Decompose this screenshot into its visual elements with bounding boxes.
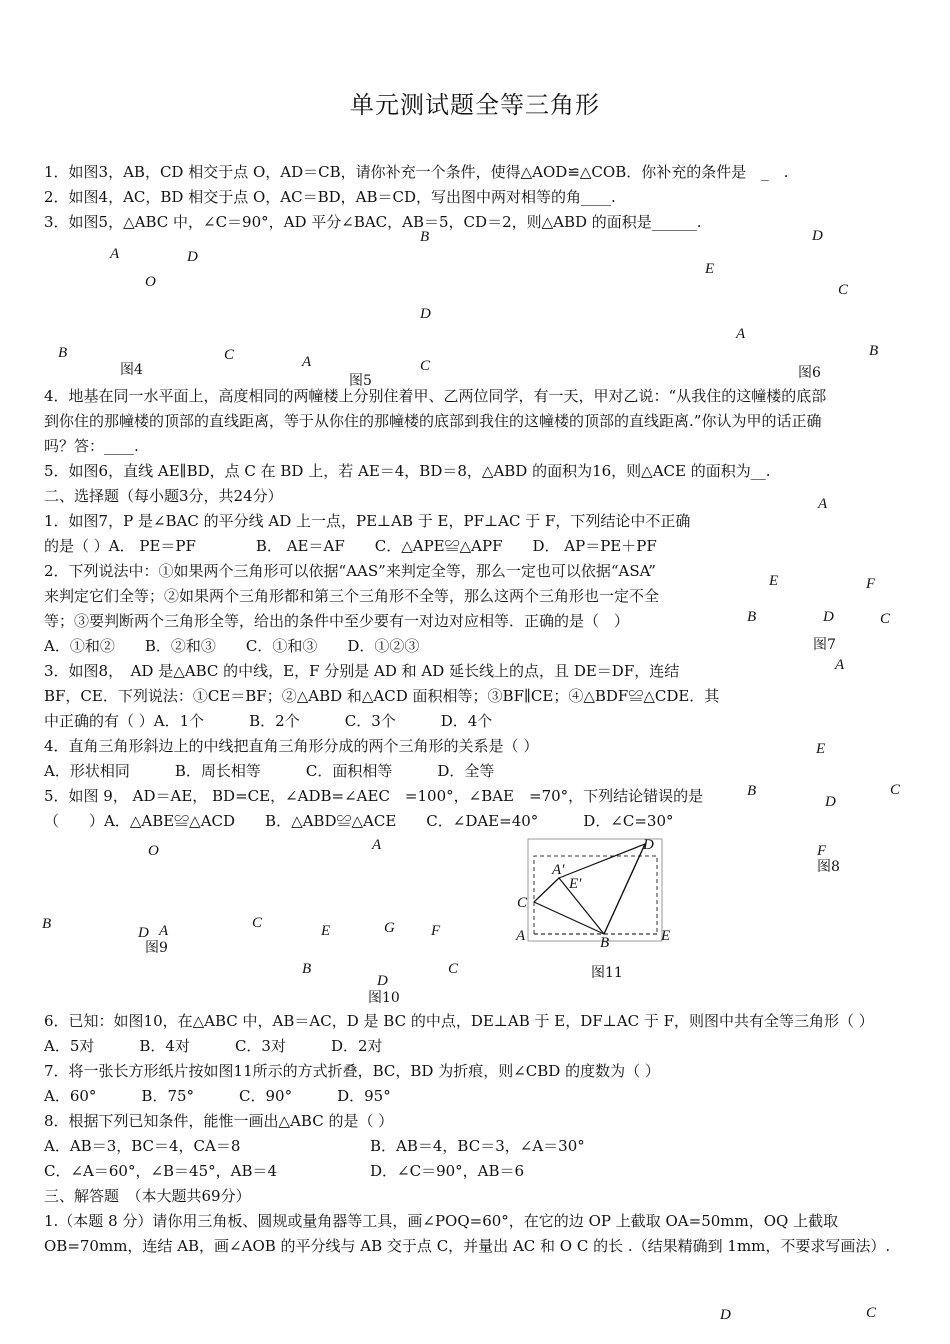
fig11-label-a-prime: A′ — [552, 862, 565, 878]
question-2-2-options: A．①和② B．②和③ C．①和③ D．①②③ — [44, 637, 420, 655]
question-2-2-line1: 2．下列说法中：①如果两个三角形可以依据“AAS”来判定全等，那么一定也可以依据“ASA” — [44, 562, 656, 580]
fig11-label-e-prime: E′ — [569, 876, 582, 892]
question-2-3-line3: 中正确的有（ ）A．1个 B．2个 C．3个 D．4个 — [44, 712, 493, 730]
question-2-2-line3: 等；③要判断两个三角形全等，给出的条件中至少要有一对边对应相等．正确的是（ ） — [44, 612, 630, 630]
question-2-8-option-d: D．∠C＝90°，AB＝6 — [370, 1162, 525, 1180]
fig9-label-a: A — [159, 923, 169, 939]
fig5-label-b: B — [420, 229, 430, 245]
question-2-4: 4．直角三角形斜边上的中线把直角三角形分成的两个三角形的关系是（ ） — [44, 737, 539, 755]
fig9-label-o: O — [148, 843, 159, 859]
fig10-label-c: C — [448, 961, 459, 977]
question-1-4-line1: 4．地基在同一水平面上，高度相同的两幢楼上分别住着甲、乙两位同学，有一天，甲对乙说：“从我住的这幢楼的底部 — [44, 387, 827, 405]
fig5-caption: 图5 — [349, 373, 372, 389]
question-1-3: 3．如图5，△ABC 中，∠C＝90°，AD 平分∠BAC，AB＝5，CD＝2，则△ABD 的面积是______. — [44, 213, 702, 231]
fig10-label-b: B — [302, 961, 312, 977]
question-2-7: 7．将一张长方形纸片按如图11所示的方式折叠，BC，BD 为折痕，则∠CBD 的度数为（ ） — [44, 1062, 660, 1080]
fig11-label-b: B — [600, 935, 610, 951]
fig6-label-d: D — [812, 228, 823, 244]
fig4-label-d: D — [187, 249, 198, 265]
section-3-heading: 三、解答题 （本大题共69分） — [44, 1187, 251, 1205]
fig11-label-a: A — [516, 928, 526, 944]
question-3-1-line2: OB=70mm，连结 AB，画∠AOB 的平分线与 AB 交于点 C，并量出 AC 和 O C 的长 .（结果精确到 1mm，不要求写画法）. — [44, 1237, 891, 1255]
fig8-caption: 图8 — [817, 859, 840, 875]
question-2-5-line1: 5．如图 9， AD＝AE， BD=CE，∠ADB=∠AEC =100°，∠BAE =70°，下列结论错误的是 — [44, 787, 704, 805]
fig9-label-d: D — [138, 925, 149, 941]
fig10-label-d: D — [377, 973, 388, 989]
fig7-label-b: B — [747, 609, 757, 625]
fig11-caption: 图11 — [591, 965, 623, 981]
question-2-1-line1: 1．如图7，P 是∠BAC 的平分线 AD 上一点，PE⊥AB 于 E，PF⊥AC 于 F，下列结论中不正确 — [44, 512, 691, 530]
question-2-8-option-c: C．∠A＝60°，∠B＝45°，AB＝4 — [44, 1162, 278, 1180]
fig4-label-a: A — [110, 246, 120, 262]
fig11-diagram — [527, 838, 663, 942]
section-2-heading: 二、选择题（每小题3分，共24分） — [44, 487, 283, 505]
question-2-2-line2: 来判定它们全等；②如果两个三角形都和第三个三角形不全等，那么这两个三角形也一定不全 — [44, 587, 660, 605]
fig6-label-a: A — [736, 326, 746, 342]
question-2-7-options: A．60° B．75° C．90° D．95° — [44, 1087, 391, 1105]
question-2-6: 6．已知：如图10，在△ABC 中，AB＝AC，D 是 BC 的中点，DE⊥AB 于 E，DF⊥AC 于 F，则图中共有全等三角形（ ） — [44, 1012, 874, 1030]
fig10-label-g: G — [384, 920, 395, 936]
fig6-label-e: E — [705, 261, 715, 277]
question-3-1-line1: 1.（本题 8 分）请你用三角板、圆规或量角器等工具，画∠POQ=60°，在它的边 OP 上截取 OA=50mm，OQ 上截取 — [44, 1212, 839, 1230]
fig10-label-e: E — [321, 923, 331, 939]
bottom-label-c: C — [866, 1305, 877, 1321]
fig8-label-a: A — [835, 657, 845, 673]
fig8-label-d: D — [825, 794, 836, 810]
fig6-caption: 图6 — [798, 365, 821, 381]
fig7-label-c: C — [880, 611, 891, 627]
page-title: 单元测试题全等三角形 — [350, 91, 600, 119]
question-2-6-options: A．5对 B．4对 C．3对 D．2对 — [44, 1037, 383, 1055]
fig7-caption: 图7 — [813, 637, 836, 653]
fig7-label-f: F — [866, 576, 876, 592]
fig5-label-d: D — [420, 306, 431, 322]
question-2-3-line2: BF，CE．下列说法：①CE＝BF；②△ABD 和△ACD 面积相等；③BF∥CE；④△BDF≌△CDE．其 — [44, 687, 720, 705]
fig4-label-o: O — [145, 274, 156, 290]
fig8-label-b: B — [747, 783, 757, 799]
fig8-label-e: E — [816, 741, 826, 757]
fig4-label-b: B — [58, 345, 68, 361]
question-1-1: 1．如图3，AB，CD 相交于点 O，AD＝CB，请你补充一个条件，使得△AOD≌△COB．你补充的条件是 _ . — [44, 163, 789, 181]
question-2-1-line2: 的是（ ）A． PE＝PF B． AE＝AF C．△APE≌△APF D． AP＝PE＋PF — [44, 537, 657, 555]
fig11-label-d: D — [643, 837, 654, 853]
question-2-4-options: A．形状相同 B．周长相等 C．面积相等 D．全等 — [44, 762, 495, 780]
fig4-label-c: C — [224, 347, 235, 363]
fig10-label-c-left: C — [252, 915, 263, 931]
fig4-caption: 图4 — [120, 362, 143, 378]
fig8-label-f: F — [817, 843, 827, 859]
question-2-5-line2: （ ）A．△ABE≌△ACD B．△ABD≌△ACE C．∠DAE=40° D．∠C=30° — [44, 812, 674, 830]
question-2-8: 8．根据下列已知条件，能惟一画出△ABC 的是（ ） — [44, 1112, 394, 1130]
question-2-8-option-b: B．AB＝4，BC＝3，∠A＝30° — [370, 1137, 585, 1155]
fig6-label-b: B — [869, 343, 879, 359]
fig9-label-b: B — [42, 916, 52, 932]
fig5-label-c: C — [420, 358, 431, 374]
fig7-label-d: D — [823, 609, 834, 625]
fig7-label-e: E — [769, 573, 779, 589]
fig11-label-c: C — [517, 895, 528, 911]
question-2-3-line1: 3．如图8， AD 是△ABC 的中线，E，F 分别是 AD 和 AD 延长线上的点，且 DE＝DF，连结 — [44, 662, 680, 680]
question-1-5: 5．如图6，直线 AE∥BD，点 C 在 BD 上，若 AE＝4，BD＝8，△ABD 的面积为16，则△ACE 的面积为__. — [44, 462, 771, 480]
fig7-label-a: A — [818, 496, 828, 512]
fig6-label-c: C — [838, 282, 849, 298]
fig8-label-c: C — [890, 782, 901, 798]
question-1-4-line2: 到你住的那幢楼的顶部的直线距离，等于从你住的那幢楼的底部到我住的这幢楼的顶部的直线距离.”你认为甲的话正确 — [44, 412, 822, 430]
fig10-caption: 图10 — [368, 990, 400, 1006]
fig10-label-a: A — [372, 837, 382, 853]
question-2-8-option-a: A．AB＝3，BC＝4，CA＝8 — [44, 1137, 241, 1155]
bottom-label-d: D — [720, 1307, 731, 1323]
question-1-4-line3: 吗？答：____. — [44, 437, 139, 455]
fig10-label-f: F — [431, 923, 441, 939]
fig9-caption: 图9 — [145, 940, 168, 956]
fig5-label-a: A — [302, 354, 312, 370]
fig11-label-e: E — [661, 928, 671, 944]
question-1-2: 2．如图4，AC，BD 相交于点 O，AC＝BD，AB＝CD，写出图中两对相等的角____. — [44, 188, 616, 206]
